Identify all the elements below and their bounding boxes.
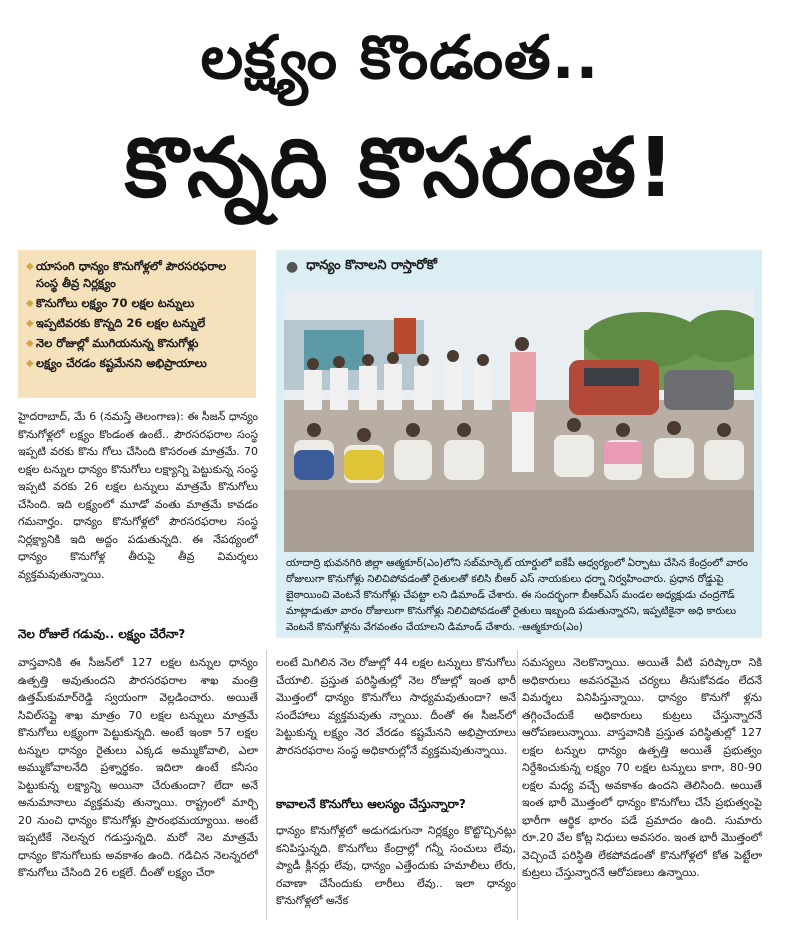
body-column-2 (276, 654, 516, 759)
protest-photo-illustration (284, 290, 754, 552)
column-divider (266, 650, 267, 920)
highlights-box (18, 250, 256, 398)
body-column-2b: ధాన్యం కొనుగోళ్లలో అడుగడుగునా నిర్లక్ష్యం కొట్టొచ్చినట్లు కనిపిస్తున్నది. కొనుగోలు కేంద్రాల్లో గన్నీ సంచులు లేవు, ప్యాడీ క్లీనర్లు లేవు, ధాన్యం ఎత్తేందుకు హమాలీలు లేరు, రవాణా చేసేందుకు లారీలు లేవు.. ఇలా ధాన్యం కొనుగోళ్లలో అనేక (276, 824, 516, 907)
headline-line-1: లక్ష్యం కొండంత.. (200, 23, 600, 93)
protest-photo (284, 290, 754, 552)
bullet-icon: ◆ (26, 298, 34, 309)
photo-caption: యాదాద్రి భువనగిరి జిల్లా ఆత్మకూర్(ఎం)లోని సబ్‌మార్కెట్ యార్డులో ఐకేపీ ఆధ్వర్యంలో ఏర్పాటు చేసిన కేంద్రంలో వారం రోజులుగా కొనుగోళ్లు నిలిచిపోవడంతో రైతులతో కలిసి బీఆర్ ఎస్ నాయకులు ధర్నా నిర్వహించారు. ప్రధాన రోడ్డుపై బైఠాయించి వెంటనే కొనుగోళ్లు చేపట్టా లని డిమాండ్ చేశారు. ఈ సందర్భంగా బీఆర్ఎస్ మండల అధ్యక్షుడు చంద్రగౌడ్ మాట్లాడుతూ వారం రోజులుగా కొనుగోళ్లు నిలిచిపోవడంతో రైతులు ఇబ్బంది పడుతున్నారని, ఇప్పటికైనా అధి కారులు వెంటనే కొనుగోళ్లను వేగవంతం చేయాలని డిమాండ్ చేశారు. -ఆత్మకూరు(ఎం) (286, 557, 748, 633)
bullet-icon: ● (286, 259, 299, 275)
bullet-icon: ◆ (26, 358, 34, 369)
highlight-item: ◆ యాసంగి ధాన్యం కొనుగోళ్లలో పౌరసరఫరాల సంస్థ తీవ్ర నిర్లక్ష్యం (26, 259, 227, 290)
bullet-icon: ◆ (26, 318, 34, 329)
subheading: నెల రోజులే గడువు.. లక్ష్యం చేరేనా? (18, 627, 186, 641)
highlight-item: ◆ నెల రోజుల్లో ముగియనున్న కొనుగోళ్లు (26, 336, 199, 350)
photo-heading (286, 258, 437, 276)
highlight-item: ◆ కొనుగోలు లక్ష్యం 70 లక్షల టన్నులు (26, 296, 195, 310)
body-column-3: సమస్యలు నెలకొన్నాయి. అయితే వీటి పరిష్కారా నికి అధికారులు అవసరమైన చర్యలు తీసుకోవడం లేదనే విమర్శలు వినిపిస్తున్నాయి. ధాన్యం కొనుగో ళ్లను తగ్గించేందుకే అధికారులు కుట్రలు చేస్తున్నారనే ఆరోపణలున్నాయి. వాస్తవానికి ప్రస్తుత పరిస్థితుల్లో 127 లక్షల టన్నుల ధాన్యం ఉత్పత్తి అయితే ప్రభుత్వం నిర్దేశించుకున్న లక్ష్యం 70 లక్షల టన్నులు కాగా, 80-90 లక్షల మధ్య వచ్చే అవకాశం ఉందని తెలిసింది. అయితే ఇంత భారీ మొత్తంలో ధాన్యం కొనుగోలు చేసే ప్రభుత్వంపై భారీగా ఆర్థిక భారం పడే ప్రమాదం ఉంది. సుమారు రూ.20 వేల కోట్ల నిధులు అవసరం. ఇంత భారీ మొత్తంలో వెచ్చించే పరిస్థితి లేకపోవడంతో కొనుగోళ్లలో కోత పెట్టేలా కుట్రలు చేస్తున్నారనే ఆరోపణలు ఉన్నాయి. (522, 656, 762, 879)
photo-heading-text: ధాన్యం కొనాలని రాస్తారోకో (306, 258, 437, 273)
headline-line-2: కొన్నది కొసరంత! (124, 121, 676, 216)
column-divider (517, 650, 518, 920)
body-paragraph: లంటే మిగిలిన నెల రోజుల్లో 44 లక్షల టన్నులు కొనుగోలు చేయాలి. ప్రస్తుత పరిస్థితుల్లో నెల రోజుల్లో ఇంత భారీ మొత్తంలో ధాన్యం కొనుగోలు సాధ్యమవుతుందా? అనే సందేహాలు వ్యక్తమవుతు న్నాయి. దీంతో ఈ సీజన్‌లో పెట్టుకున్న లక్ష్యం నెర వేరడం కష్టమేనని అభిప్రాయాలు పౌరసరఫరాల సంస్థ అధికారుల్లోనే వ్యక్తమవుతున్నాయి. (276, 656, 516, 757)
body-column-1: వాస్తవానికి ఈ సీజన్‌లో 127 లక్షల టన్నుల ధాన్యం ఉత్పత్తి అవుతుందని పౌరసరఫరాల శాఖ మంత్రి ఉత్తమ్‌కుమార్‌రెడ్డి స్వయంగా వెల్లడించారు. అయితే సివిల్‌సప్లై శాఖ మాత్రం 70 లక్షల టన్నులు మాత్రమే కొనుగోలు లక్ష్యంగా పెట్టుకున్నది. అంటే ఇంకా 57 లక్షల టన్నుల ధాన్యం రైతులు ఎక్కడ అమ్ముకోవాలి, ఎలా అమ్ముకోవాలనేది ప్రశ్నార్థకం. ఇదిలా ఉంటే కనీసం పెట్టుకున్న లక్ష్యాన్ని అయినా చేరుతుందా? లేదా అనే అనుమానాలు వ్యక్తమవు తున్నాయి. రాష్ట్రంలో మార్చి 20 నుంచి ధాన్యం కొనుగోళ్లు ప్రారంభమయ్యాయి. అంటే ఇప్పటికే నెలన్నర గడుస్తున్నది. మరో నెల మాత్రమే ధాన్యం కొనుగోలుకు అవకాశం ఉంది. గడిచిన నెలన్నరలో కొనుగోలు చేసింది 26 లక్షలే. దీంతో లక్ష్యం చేరా (18, 656, 258, 879)
bullet-icon: ◆ (26, 338, 34, 349)
photo-panel (276, 250, 762, 638)
subheading: కావాలనే కొనుగోలు ఆలస్యం చేస్తున్నారా? (276, 797, 466, 811)
intro-paragraph: హైదరాబాద్, మే 6 (నమస్తే తెలంగాణ): ఈ సీజన్ ధాన్యం కొనుగోళ్లలో లక్ష్యం కొండంత ఉంటే.. పౌరసరఫరాల సంస్థ ఇప్పటి వరకు కొను గోలు చేసింది కొసరంత మాత్రమే. 70 లక్షల టన్నుల ధాన్యం కొనుగోలు లక్ష్యాన్ని పెట్టుకున్న సంస్థ ఇప్పటి వరకు 26 లక్షల టన్నులు మాత్రమే కొనుగోలు చేసింది. ఇది లక్ష్యంలో మూడో వంతు మాత్రమే కావడం గమనార్హం. ధాన్యం కొనుగోళ్లలో పౌరసరఫరాల సంస్థ నిర్లక్ష్యానికి ఇది అద్దం పడుతున్నది. ఈ నేపథ్యంలో ధాన్యం కొనుగోళ్ల తీరుపై తీవ్ర విమర్శలు వ్యక్తమవుతున్నాయి. (18, 410, 258, 581)
highlight-item: ◆ లక్ష్యం చేరడం కష్టమేనని అభిప్రాయాలు (26, 356, 207, 370)
highlight-item: ◆ ఇప్పటివరకు కొన్నది 26 లక్షల టన్నులే (26, 316, 206, 330)
bullet-icon: ◆ (26, 261, 34, 272)
